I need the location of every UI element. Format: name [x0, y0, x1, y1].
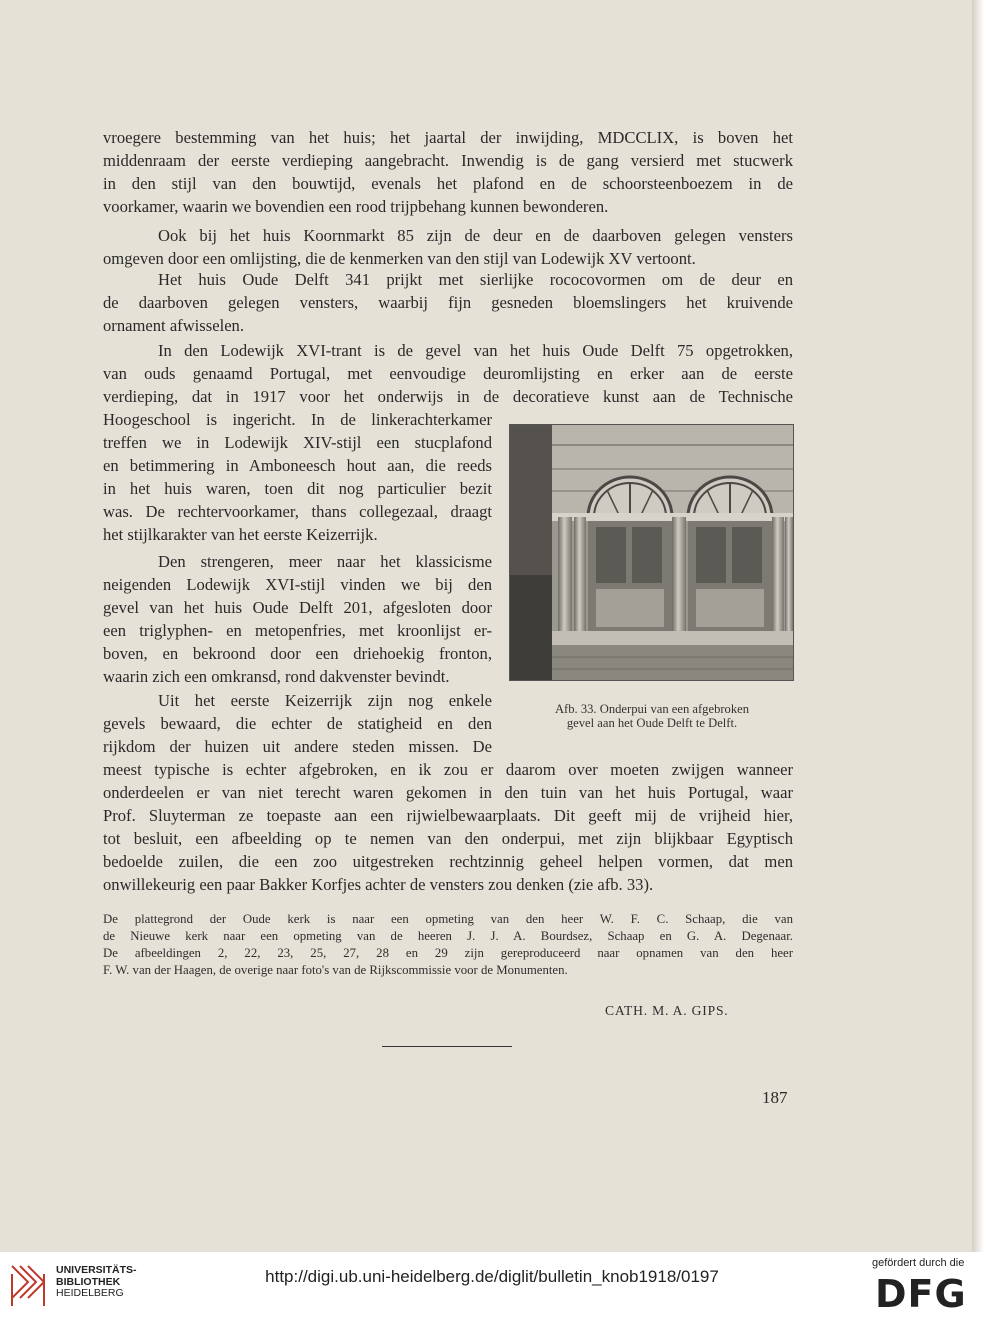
library-name-line: HEIDELBERG [56, 1287, 124, 1299]
text-line: in den stijl van den bouwtijd, evenals het plafond en de schoorsteenboezem in de [103, 174, 793, 193]
dfg-logo[interactable]: DFG [875, 1272, 967, 1316]
page-edge-shadow [972, 0, 984, 1252]
text-line: bedoelde zuilen, die een zoo uitgestreken rechtzinnig geheel helpen vormen, dat men [103, 852, 793, 871]
text-line: een triglyphen- en metopenfries, met kroonlijst er- [103, 621, 492, 640]
facade-illustration [510, 425, 793, 680]
text-line: Hoogeschool is ingericht. In de linkerachterkamer [103, 410, 492, 429]
text-line: boven, en bekroond door een driehoekig fronton, [103, 644, 492, 663]
text-line: Ook bij het huis Koornmarkt 85 zijn de deur en de daarboven gelegen vensters [158, 226, 793, 245]
text-line: was. De rechtervoorkamer, thans collegezaal, draagt [103, 502, 492, 521]
text-line: neigenden Lodewijk XVI-stijl vinden we bij den [103, 575, 492, 594]
footnote-line: F. W. van der Haagen, de overige naar foto's van de Rijkscommissie voor de Monumenten. [103, 963, 568, 977]
text-line: in het huis waren, toen dit nog particulier bezit [103, 479, 492, 498]
paragraph-2 [103, 224, 793, 270]
text-line: gevels bewaard, die echter de statigheid en den [103, 714, 492, 733]
text-line: onderdeelen er van niet terecht waren gekomen in den tuin van het huis Portugal, waar [103, 783, 793, 802]
source-url-link[interactable]: http://digi.ub.uni-heidelberg.de/diglit/bulletin_knob1918/0197 [265, 1267, 719, 1286]
text-line: Uit het eerste Keizerrijk zijn nog enkele [158, 691, 492, 710]
text-line: tot besluit, een afbeelding op te nemen van den onderpui, met zijn blijkbaar Egyptisch [103, 829, 793, 848]
footnote-line: De afbeeldingen 2, 22, 23, 25, 27, 28 en 29 zijn gereproduceerd naar opnamen van den heer [103, 946, 793, 960]
caption-line: gevel aan het Oude Delft te Delft. [566, 716, 738, 730]
paragraph-6-continued [103, 758, 793, 896]
figure-photograph [509, 424, 794, 681]
footnote-line: De plattegrond der Oude kerk is naar een opmeting van den heer W. F. C. Schaap, die van [103, 912, 793, 926]
text-line: de daarboven gelegen vensters, waarbij fijn gesneden bloemslingers het kruivende [103, 293, 793, 312]
paragraph-3 [103, 268, 793, 337]
library-name-line: BIBLIOTHEK [56, 1275, 121, 1288]
section-rule [382, 1046, 512, 1047]
text-line: verdieping, dat in 1917 voor het onderwijs in de decoratieve kunst aan de Technische [103, 387, 793, 406]
text-line: Het huis Oude Delft 341 prijkt met sierlijke rococovormen om de deur en [158, 270, 793, 289]
text-line: voorkamer, waarin we bovendien een rood trijpbehang kunnen bewonderen. [103, 197, 609, 216]
text-line: In den Lodewijk XVI-trant is de gevel van het huis Oude Delft 75 opgetrokken, [158, 341, 793, 360]
text-line: rijkdom der huizen uit andere steden missen. De [103, 737, 492, 756]
page-number: 187 [762, 1088, 788, 1107]
text-line: Prof. Sluyterman ze toepaste aan een rijwielbewaarplaats. Dit geeft mij de vrijheid hier, [103, 806, 793, 825]
text-line: treffen we in Lodewijk XIV-stijl een stucplafond [103, 433, 492, 452]
paragraph-5 [103, 550, 492, 688]
text-line: middenraam der eerste verdieping aangebracht. Inwendig is de gang versierd met stucwerk [103, 151, 793, 170]
footnote [103, 911, 793, 979]
text-line: waarin zich een omkransd, rond dakvenster bevindt. [103, 667, 450, 686]
text-line: en betimmering in Amboneesch hout aan, die reeds [103, 456, 492, 475]
caption-line: Afb. 33. Onderpui van een afgebroken [554, 702, 750, 716]
text-line: van ouds genaamd Portugal, met eenvoudige deuromlijsting en erker aan de eerste [103, 364, 793, 383]
author-signature: CATH. M. A. GIPS. [605, 1003, 729, 1018]
text-line: gevel van het huis Oude Delft 201, afgesloten door [103, 598, 492, 617]
text-line: ornament afwisselen. [103, 316, 244, 335]
text-line: Den strengeren, meer naar het klassicisme [158, 552, 492, 571]
text-line: meest typische is echter afgebroken, en ik zou er daarom over moeten zwijgen wanneer [103, 760, 793, 779]
library-name-line: UNIVERSITÄTS- [56, 1264, 137, 1276]
text-line: het stijlkarakter van het eerste Keizerrijk. [103, 525, 378, 544]
text-line: onwillekeurig een paar Bakker Korfjes achter de vensters zou denken (zie afb. 33). [103, 875, 654, 894]
paragraph-1 [103, 126, 793, 218]
footnote-line: de Nieuwe kerk naar een opmeting van de heeren J. J. A. Bourdsez, Schaap en G. A. Degenaar. [103, 929, 793, 943]
funding-note: gefördert durch die [872, 1257, 965, 1269]
paragraph-6-start [103, 689, 492, 758]
figure-caption [506, 702, 798, 730]
text-line: omgeven door een omlijsting, die de kenmerken van den stijl van Lodewijk XV vertoont. [103, 249, 696, 268]
text-line: vroegere bestemming van het huis; het jaartal der inwijding, MDCCLIX, is boven het [103, 128, 793, 147]
